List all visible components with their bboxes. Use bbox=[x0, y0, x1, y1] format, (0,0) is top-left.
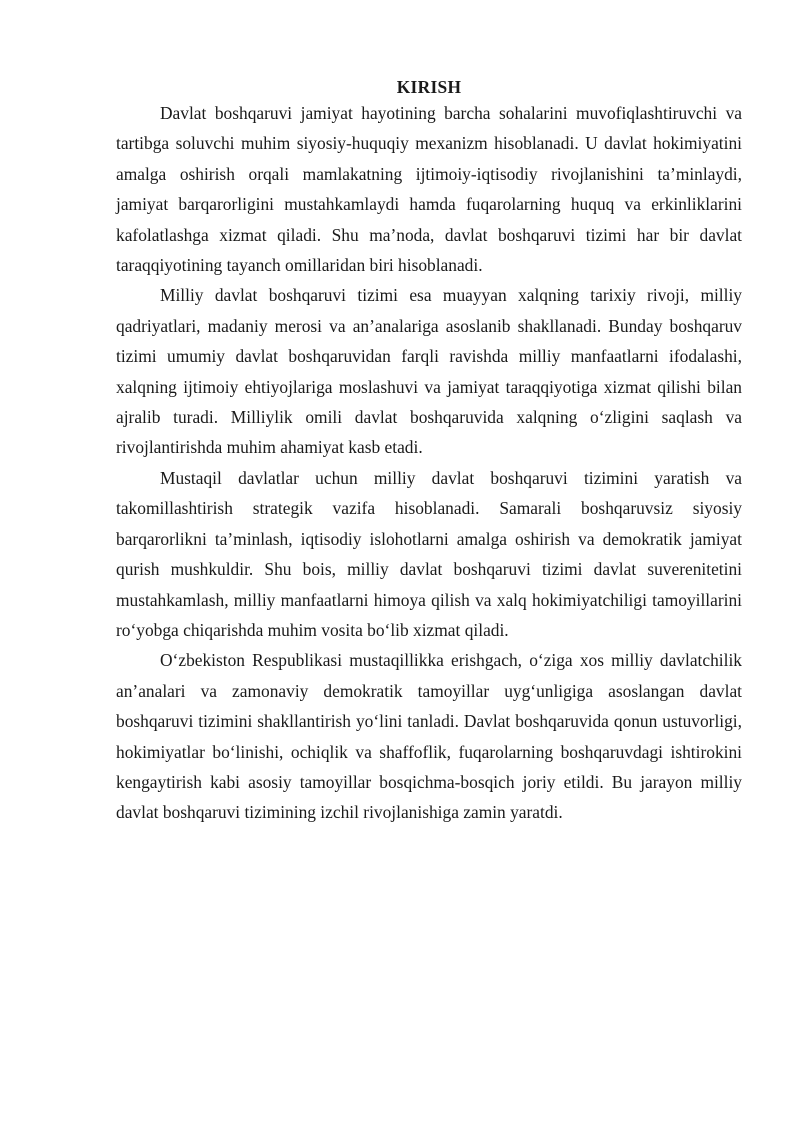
document-page bbox=[116, 76, 742, 828]
paragraph-2: Milliy davlat boshqaruvi tizimi esa muayyan xalqning tarixiy rivoji, milliy qadriyatlari, madaniy merosi va an’analariga asoslanib shakllanadi. Bunday boshqaruv tizimi umumiy davlat boshqaruvidan farqli ravishda milliy manfaatlarni ifodalashi, xalqning ijtimoiy ehtiyojlariga moslashuvi va jamiyat taraqqiyotiga xizmat qilishi bilan ajralib turadi. Milliylik omili davlat boshqaruvida xalqning o‘zligini saqlash va rivojlantirishda muhim ahamiyat kasb etadi. bbox=[116, 285, 742, 458]
paragraph-4: O‘zbekiston Respublikasi mustaqillikka erishgach, o‘ziga xos milliy davlatchilik an’analari va zamonaviy demokratik tamoyillar uyg‘unligiga asoslangan davlat boshqaruvi tizimini shakllantirish yo‘lini tanladi. Davlat boshqaruvida qonun ustuvorligi, hokimiyatlar bo‘linishi, ochiqlik va shaffoflik, fuqarolarning boshqaruvdagi ishtirokini kengaytirish kabi asosiy tamoyillar bosqichma-bosqich joriy etildi. Bu jarayon milliy davlat boshqaruvi tizimining izchil rivojlanishiga zamin yaratdi. bbox=[116, 650, 742, 823]
paragraph-1: Davlat boshqaruvi jamiyat hayotining barcha sohalarini muvofiqlashtiruvchi va tartibga soluvchi muhim siyosiy-huquqiy mexanizm hisoblanadi. U davlat hokimiyatini amalga oshirish orqali mamlakatning ijtimoiy-iqtisodiy rivojlanishini ta’minlaydi, jamiyat barqarorligini mustahkamlaydi hamda fuqarolarning huquq va erkinliklarini kafolatlashga xizmat qiladi. Shu ma’noda, davlat boshqaruvi tizimi har bir davlat taraqqiyotining tayanch omillaridan biri hisoblanadi. bbox=[116, 103, 742, 276]
paragraph-3: Mustaqil davlatlar uchun milliy davlat boshqaruvi tizimini yaratish va takomillashtirish strategik vazifa hisoblanadi. Samarali boshqaruvsiz siyosiy barqarorlikni ta’minlash, iqtisodiy islohotlarni amalga oshirish va demokratik jamiyat qurish mushkuldir. Shu bois, milliy davlat boshqaruvi tizimi davlat suverenitetini mustahkamlash, milliy manfaatlarni himoya qilish va xalq hokimiyatchiligi tamoyillarini ro‘yobga chiqarishda muhim vosita bo‘lib xizmat qiladi. bbox=[116, 467, 742, 640]
section-title: KIRISH bbox=[396, 77, 462, 97]
